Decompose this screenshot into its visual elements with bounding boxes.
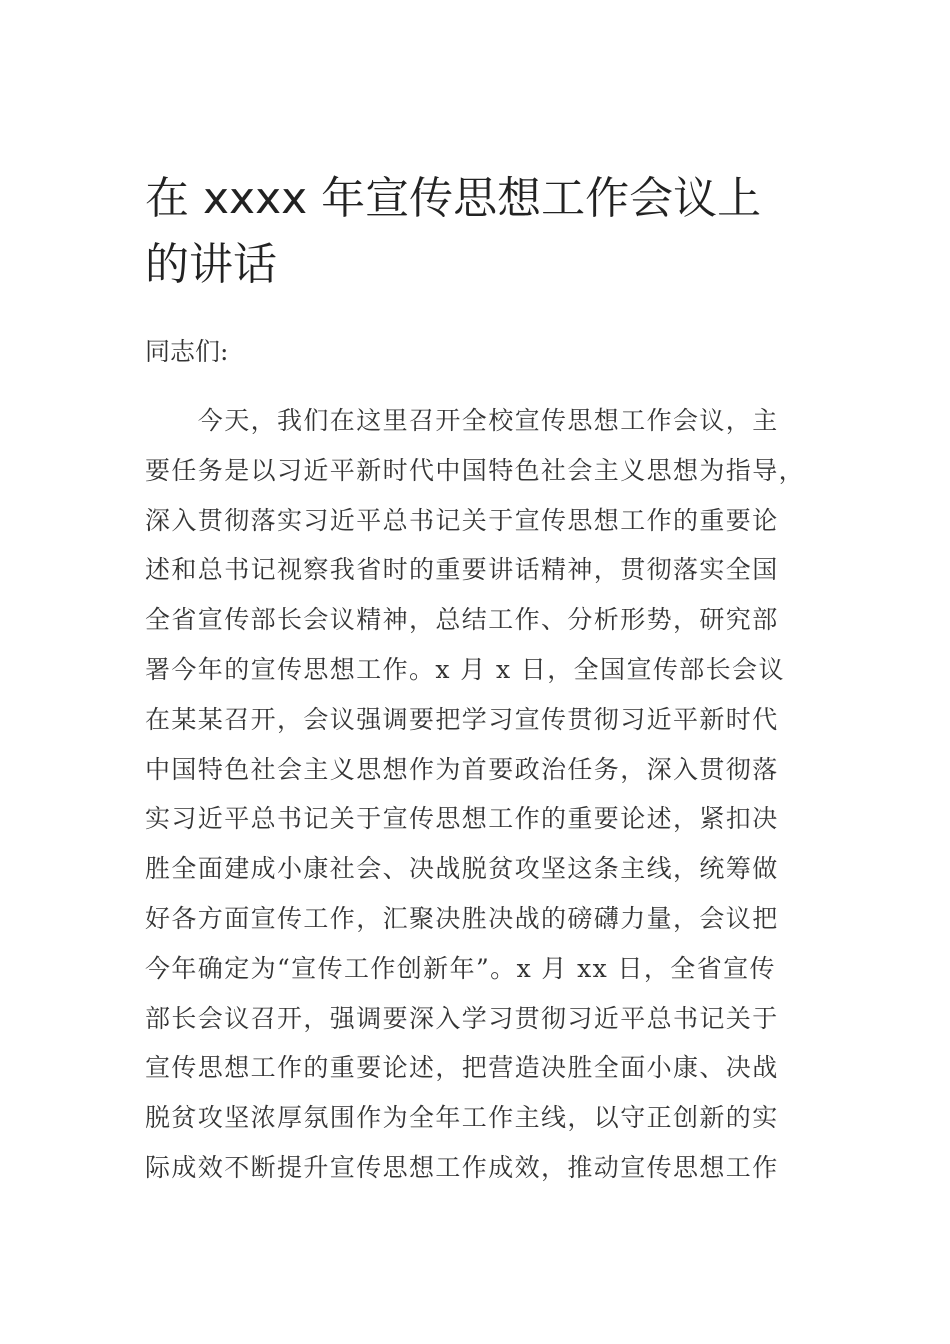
paragraph-line: 今年确定为“宣传工作创新年”。x 月 xx 日，全省宣传 (145, 953, 776, 983)
paragraph-line: 际成效不断提升宣传思想工作成效，推动宣传思想工作 (145, 1152, 779, 1182)
paragraph-line: 实习近平总书记关于宣传思想工作的重要论述，紧扣决 (145, 804, 779, 834)
paragraph-line: 脱贫攻坚浓厚氛围作为全年工作主线，以守正创新的实 (145, 1103, 779, 1133)
paragraph-line: 好各方面宣传工作，汇聚决胜决战的磅礴力量，会议把 (145, 903, 779, 933)
paragraph-line: 全省宣传部长会议精神，总结工作、分析形势，研究部 (145, 605, 779, 635)
body-paragraph (145, 396, 825, 1193)
paragraph-line: 今天，我们在这里召开全校宣传思想工作会议，主 (145, 406, 779, 435)
paragraph-line: 深入贯彻落实习近平总书记关于宣传思想工作的重要论 (145, 505, 779, 535)
paragraph-line: 胜全面建成小康社会、决战脱贫攻坚这条主线，统筹做 (145, 854, 779, 884)
paragraph-line: 述和总书记视察我省时的重要讲话精神，贯彻落实全国 (145, 555, 779, 585)
paragraph-line: 中国特色社会主义思想作为首要政治任务，深入贯彻落 (145, 754, 779, 784)
paragraph-line: 要任务是以习近平新时代中国特色社会主义思想为指导， (145, 455, 806, 485)
document-title: 在 xxxx 年宣传思想工作会议上的讲话 (145, 173, 762, 290)
paragraph-line: 宣传思想工作的重要论述，把营造决胜全面小康、决战 (145, 1053, 779, 1083)
paragraph-line: 署今年的宣传思想工作。x 月 x 日，全国宣传部长会议 (145, 654, 785, 684)
salutation: 同志们: (145, 337, 229, 366)
paragraph-line: 在某某召开，会议强调要把学习宣传贯彻习近平新时代 (145, 704, 779, 734)
paragraph-line: 部长会议召开，强调要深入学习贯彻习近平总书记关于 (145, 1003, 779, 1033)
